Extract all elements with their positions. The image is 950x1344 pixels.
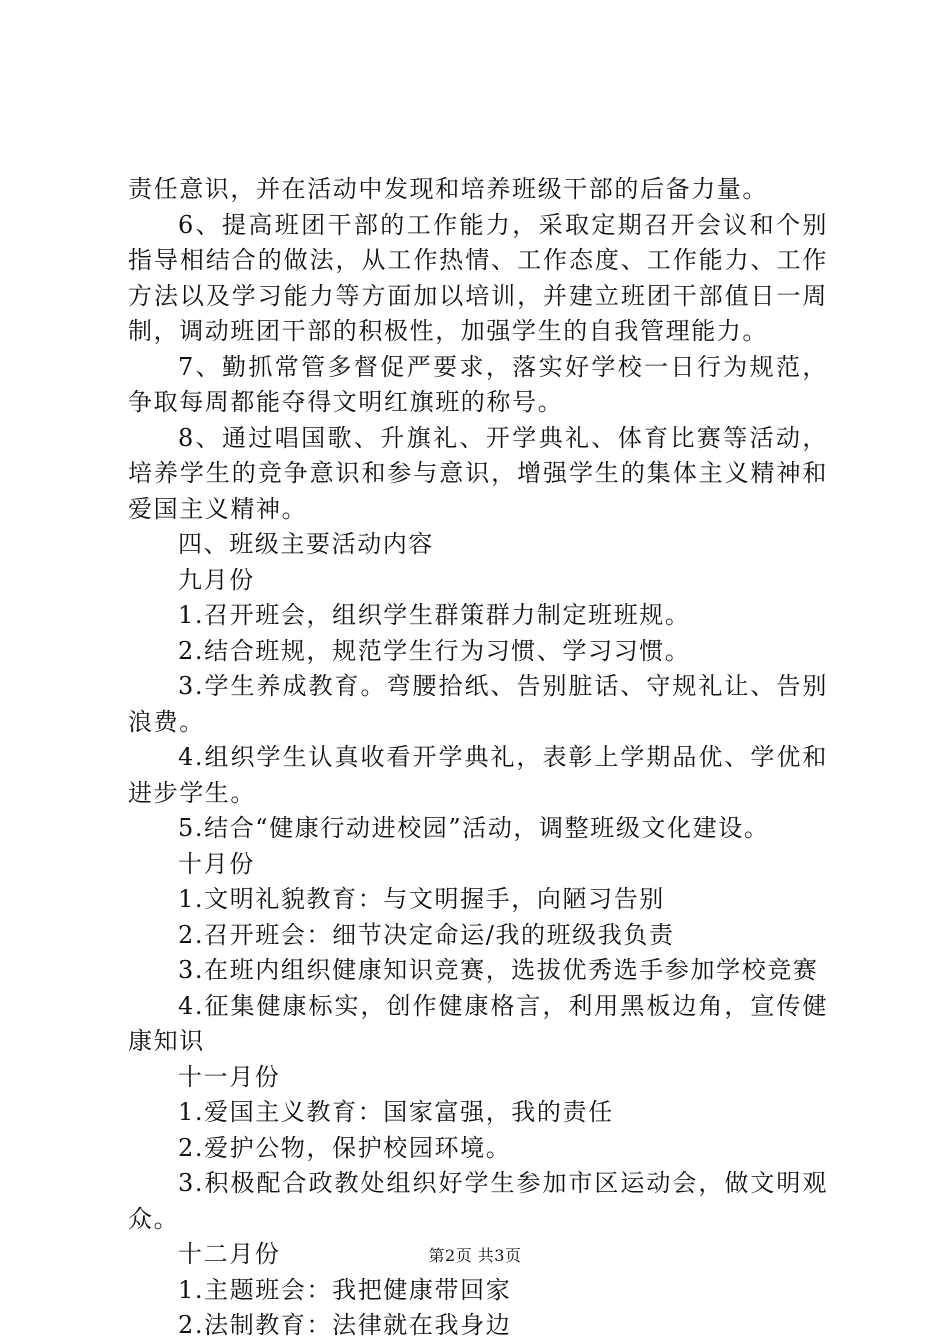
list-item: 1.爱国主义教育：国家富强，我的责任: [178, 1098, 614, 1126]
list-item: 4.组织学生认真收看开学典礼，表彰上学期品优、学优和进步学生。: [128, 743, 828, 807]
list-item: 1.主题班会：我把健康带回家: [178, 1275, 512, 1304]
month-heading: 九月份: [178, 565, 255, 594]
list-item: 2.召开班会：细节决定命运/我的班级我负责: [178, 920, 675, 949]
section-heading: 四、班级主要活动内容: [178, 530, 434, 558]
page-footer: 第2页 共3页: [428, 1246, 522, 1265]
paragraph: 8、通过唱国歌、升旗礼、开学典礼、体育比赛等活动，培养学生的竞争意识和参与意识，增强学生的集体主义精神和爱国主义精神。: [128, 423, 828, 523]
document-body: [128, 172, 828, 1344]
list-item: 2.结合班规，规范学生行为习惯、学习习惯。: [178, 636, 691, 665]
list-item: 1.文明礼貌教育：与文明握手，向陋习告别: [178, 885, 665, 913]
list-item: 3.在班内组织健康知识竞赛，选拔优秀选手参加学校竞赛: [178, 956, 819, 984]
month-heading: 十二月份: [178, 1240, 281, 1268]
list-item: 4.征集健康标实，创作健康格言，利用黑板边角，宣传健康知识: [128, 991, 828, 1055]
paragraph: 6、提高班团干部的工作能力，采取定期召开会议和个别指导相结合的做法，从工作热情、工作态度、工作能力、工作方法以及学习能力等方面加以培训，并建立班团干部值日一周制，调动班团干部的积极性，加强学生的自我管理能力。: [128, 210, 828, 345]
month-heading: 十月份: [178, 849, 255, 878]
list-item: 3.学生养成教育。弯腰拾纸、告别脏话、守规礼让、告别浪费。: [128, 672, 828, 736]
list-item: 1.召开班会，组织学生群策群力制定班班规。: [178, 601, 691, 629]
paragraph: 责任意识，并在活动中发现和培养班级干部的后备力量。: [128, 175, 768, 203]
month-heading: 十一月份: [178, 1062, 281, 1091]
list-item: 2.法制教育：法律就在我身边: [178, 1311, 512, 1339]
list-item: 5.结合“健康行动进校园”活动，调整班级文化建设。: [178, 814, 770, 842]
list-item: 2.爱护公物，保护校园环境。: [178, 1133, 512, 1162]
list-item: 3.积极配合政教处组织好学生参加市区运动会，做文明观众。: [128, 1169, 828, 1233]
paragraph: 7、勤抓常管多督促严要求，落实好学校一日行为规范，争取每周都能夺得文明红旗班的称号。: [128, 352, 828, 416]
